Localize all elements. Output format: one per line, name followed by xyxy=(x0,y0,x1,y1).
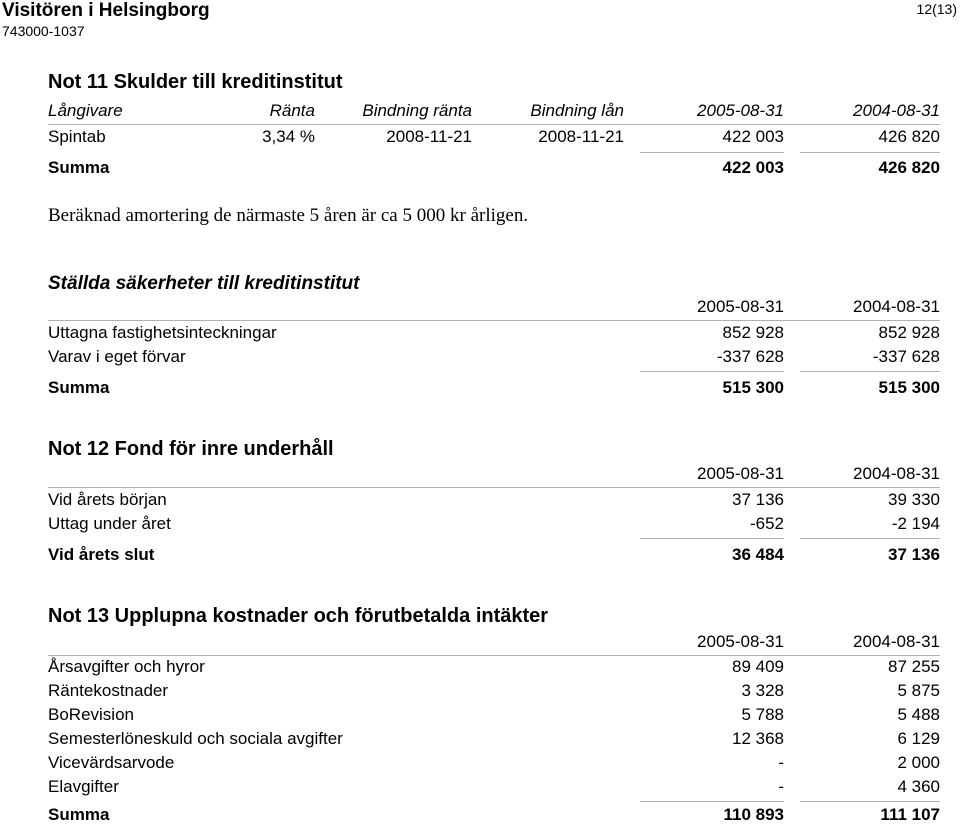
divider xyxy=(48,487,940,488)
divider xyxy=(48,124,940,125)
row-label: BoRevision xyxy=(48,705,134,724)
value-2005: 5 788 xyxy=(741,705,784,724)
note-11-title: Not 11 Skulder till kreditinstitut xyxy=(48,71,343,93)
value-2005: 852 928 xyxy=(722,323,784,342)
row-label: Varav i eget förvar xyxy=(48,347,186,366)
divider xyxy=(800,801,940,802)
row-label: Räntekostnader xyxy=(48,681,169,700)
sum-2004: 426 820 xyxy=(878,158,940,177)
amortization-note: Beräknad amortering de närmaste 5 åren är ca 5 000 kr årligen. xyxy=(48,205,529,226)
value-2004: 852 928 xyxy=(878,323,940,342)
organization-number: 743000-1037 xyxy=(2,23,85,39)
value-2005: - xyxy=(778,753,784,772)
sum-row xyxy=(48,158,940,181)
column-year-2004: 2004-08-31 xyxy=(853,464,940,483)
value-2005: 89 409 xyxy=(732,657,784,676)
note-13-column-headers xyxy=(48,632,940,655)
sum-label: Summa xyxy=(48,158,110,177)
value-2004: 5 875 xyxy=(897,681,940,700)
value-2004: 87 255 xyxy=(888,657,940,676)
table-row xyxy=(48,657,940,680)
sum-2004: 37 136 xyxy=(888,545,940,564)
column-year-2004: 2004-08-31 xyxy=(853,632,940,651)
row-label: Uttagna fastighetsinteckningar xyxy=(48,323,277,342)
divider xyxy=(48,320,940,321)
value-2005: 12 368 xyxy=(732,729,784,748)
loan-fixed-until: 2008-11-21 xyxy=(538,127,624,146)
value-2004: 6 129 xyxy=(897,729,940,748)
value-2004: 4 360 xyxy=(897,777,940,796)
sum-2005: 36 484 xyxy=(732,545,784,564)
sum-2005: 515 300 xyxy=(722,378,784,397)
table-row xyxy=(48,777,940,800)
rate-fixed-until: 2008-11-21 xyxy=(386,127,472,146)
sum-label: Summa xyxy=(48,805,110,824)
note-12-title: Not 12 Fond för inre underhåll xyxy=(48,438,334,460)
value-2005: 3 328 xyxy=(741,681,784,700)
value-2005: 422 003 xyxy=(722,127,784,146)
row-label: Semesterlöneskuld och sociala avgifter xyxy=(48,729,343,748)
divider xyxy=(800,152,940,153)
column-year-2005: 2005-08-31 xyxy=(697,101,784,120)
sum-2005: 110 893 xyxy=(723,805,784,824)
sum-label: Vid årets slut xyxy=(48,545,155,564)
table-row xyxy=(48,127,940,150)
row-label: Elavgifter xyxy=(48,777,119,796)
column-year-2005: 2005-08-31 xyxy=(697,297,784,316)
value-2004: 426 820 xyxy=(878,127,940,146)
table-row xyxy=(48,347,940,370)
value-2004: -2 194 xyxy=(891,514,940,533)
table-row xyxy=(48,729,940,752)
value-2005: - xyxy=(778,777,784,796)
sum-row xyxy=(48,545,940,568)
column-year-2005: 2005-08-31 xyxy=(697,632,784,651)
divider xyxy=(48,655,940,656)
value-2004: -337 628 xyxy=(872,347,940,366)
sum-row xyxy=(48,378,940,401)
note-12-column-headers xyxy=(48,464,940,487)
divider xyxy=(640,371,784,372)
collateral-title: Ställda säkerheter till kreditinstitut xyxy=(48,273,360,294)
divider xyxy=(800,371,940,372)
value-2004: 2 000 xyxy=(897,753,940,772)
column-year-2004: 2004-08-31 xyxy=(853,101,940,120)
row-label: Vicevärdsarvode xyxy=(48,753,175,772)
column-rate: Ränta xyxy=(269,101,315,120)
row-label: Vid årets början xyxy=(48,490,167,509)
column-loan-fixed: Bindning lån xyxy=(530,101,624,120)
sum-2004: 515 300 xyxy=(878,378,940,397)
row-label: Årsavgifter och hyror xyxy=(48,657,205,676)
sum-2004: 111 107 xyxy=(880,805,940,824)
table-row xyxy=(48,490,940,513)
divider xyxy=(800,538,940,539)
sum-label: Summa xyxy=(48,378,110,397)
value-2005: -652 xyxy=(749,514,784,533)
column-year-2004: 2004-08-31 xyxy=(853,297,940,316)
note-13-title: Not 13 Upplupna kostnader och förutbetalda intäkter xyxy=(48,605,549,627)
value-2004: 39 330 xyxy=(888,490,940,509)
table-row xyxy=(48,323,940,346)
value-2005: -337 628 xyxy=(716,347,784,366)
table-row xyxy=(48,705,940,728)
interest-rate: 3,34 % xyxy=(262,127,315,146)
note-11-column-headers xyxy=(48,101,940,124)
divider xyxy=(640,152,784,153)
divider xyxy=(640,801,784,802)
column-lender: Långivare xyxy=(48,101,123,120)
organization-name: Visitören i Helsingborg xyxy=(2,0,210,21)
table-row xyxy=(48,514,940,537)
lender-name: Spintab xyxy=(48,127,106,146)
sum-2005: 422 003 xyxy=(722,158,784,177)
collateral-column-headers xyxy=(48,297,940,320)
column-rate-fixed: Bindning ränta xyxy=(362,101,472,120)
value-2004: 5 488 xyxy=(897,705,940,724)
divider xyxy=(640,538,784,539)
page-number: 12(13) xyxy=(916,1,957,17)
row-label: Uttag under året xyxy=(48,514,171,533)
table-row xyxy=(48,753,940,776)
column-year-2005: 2005-08-31 xyxy=(697,464,784,483)
table-row xyxy=(48,681,940,704)
value-2005: 37 136 xyxy=(732,490,784,509)
